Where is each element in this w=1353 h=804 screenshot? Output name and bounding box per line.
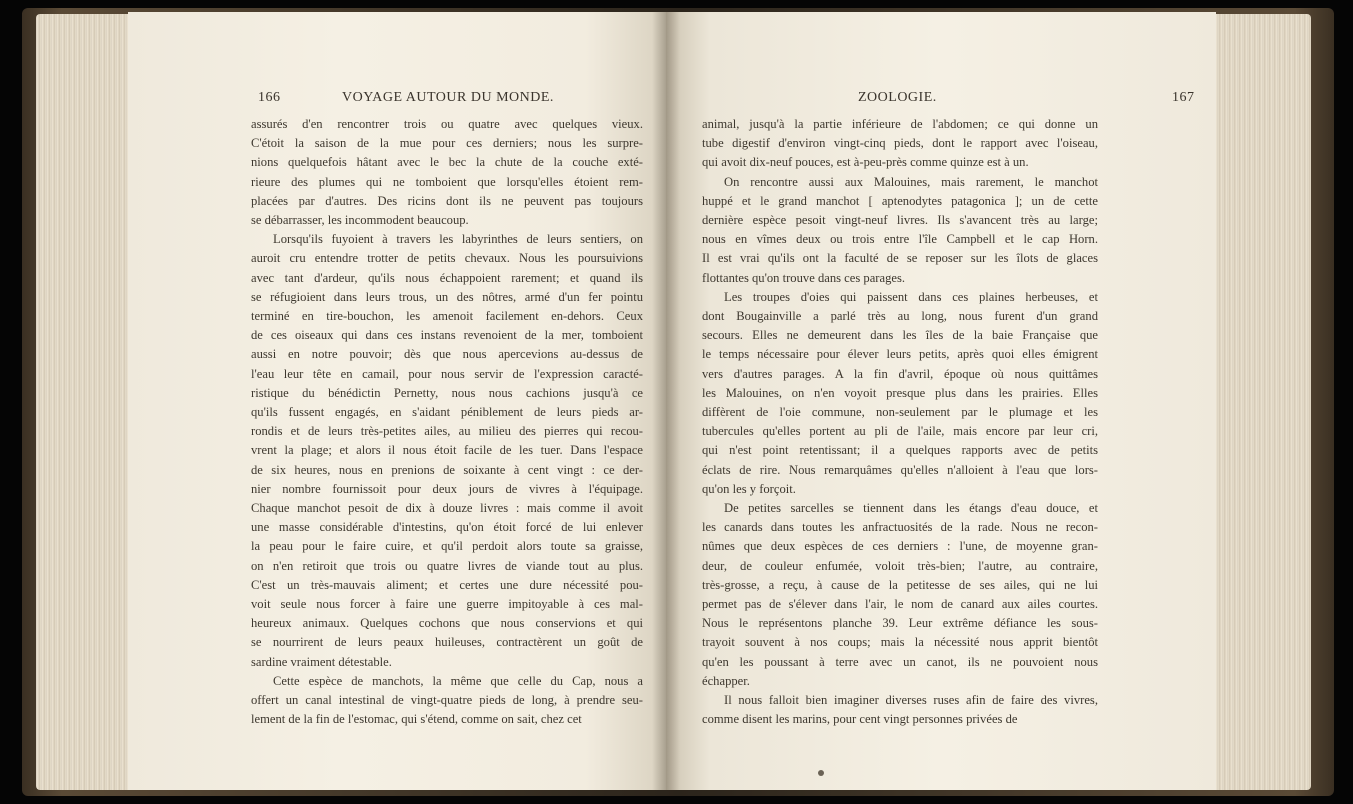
text-line: comme disent les marins, pour cent vingt personnes privées de bbox=[702, 712, 1018, 727]
right-running-head: ZOOLOGIE. bbox=[858, 90, 937, 105]
text-line: très-grosse, a reçu, à cause de la petitesse de ses ailes, qui ne lui bbox=[702, 577, 1098, 592]
text-line: De petites sarcelles se tiennent dans les étangs d'eau douce, et bbox=[724, 501, 1098, 516]
page-edges-right bbox=[1213, 14, 1311, 790]
text-line: animal, jusqu'à la partie inférieure de l'abdomen; ce qui donne un bbox=[702, 117, 1098, 131]
text-line: qui avoit dix-neuf pouces, est à-peu-près comme quinze est à un. bbox=[702, 155, 1029, 170]
left-page bbox=[128, 12, 666, 790]
text-line: Les troupes d'oies qui paissent dans ces plaines herbeuses, et bbox=[724, 289, 1098, 304]
text-line: avec tant d'ardeur, qu'ils nous échappoient rarement; et quand ils bbox=[251, 270, 643, 285]
text-line: Il est vrai qu'ils ont la faculté de se reposer sur les îlots de glaces bbox=[702, 251, 1098, 266]
text-line: les canards dans toutes les anfractuosités de la rade. Nous ne recon- bbox=[702, 520, 1098, 535]
text-line: diffèrent de l'oie commune, non-seulement par le plumage et les bbox=[702, 405, 1098, 420]
page-ornament bbox=[818, 770, 824, 776]
text-line: Il nous falloit bien imaginer diverses ruses afin de faire des vivres, bbox=[724, 693, 1098, 708]
text-line: auroit cru entendre trotter de petits chevaux. Nous les poursuivions bbox=[251, 251, 643, 266]
text-line: secours. Elles ne demeurent dans les îles de la baie Française que bbox=[702, 328, 1098, 343]
text-line: terminé en tire-bouchon, les amenoit facilement en-dehors. Ceux bbox=[251, 309, 643, 324]
text-line: le temps nécessaire pour élever leurs petits, après quoi elles émigrent bbox=[702, 347, 1098, 362]
text-line: ristique du bénédictin Pernetty, nous nous cachions jusqu'à ce bbox=[251, 385, 643, 400]
left-page-number: 166 bbox=[258, 90, 281, 105]
text-line: l'eau leur tête en camail, pour nous servir de l'expression caracté- bbox=[251, 366, 643, 381]
text-line: se nourrirent de leurs peaux huileuses, contractèrent un goût de bbox=[251, 635, 643, 650]
text-line: la peau pour le faire cuire, et qu'il perdoit alors toute sa graisse, bbox=[251, 539, 643, 554]
text-line: dernière espèce pesoit vingt-neuf livres. Ils s'avancent très au large; bbox=[702, 213, 1098, 228]
text-line: nions quelquefois hâtant avec le bec la chute de la couche exté- bbox=[251, 155, 643, 170]
text-line: dont Bougainville a parlé très au long, nous furent d'un grand bbox=[702, 309, 1098, 324]
text-line: offert un canal intestinal de vingt-quatre pieds de long, à prendre seu- bbox=[251, 693, 643, 708]
text-line: qui n'est point retentissant; il a quelques rapports avec de petits bbox=[702, 443, 1098, 458]
text-line: qu'ils fussent engagés, en s'aidant péniblement de leurs pieds ar- bbox=[251, 405, 643, 420]
page-edges-left bbox=[36, 14, 131, 790]
text-line: nier nombre fournissoit pour deux jours de vivres à l'équipage. bbox=[251, 481, 643, 496]
text-line: trayoit souvent à nos coups; mais la nécessité nous apprit bientôt bbox=[702, 635, 1098, 650]
text-line: huppé et le grand manchot [ aptenodytes patagonica ]; un de cette bbox=[702, 193, 1098, 208]
text-line: deur, de couleur enfumée, voloit très-bien; l'autre, au contraire, bbox=[702, 558, 1098, 573]
text-line: éclats de rire. Nous remarquâmes qu'elles n'alloient à l'eau que lors- bbox=[702, 462, 1098, 477]
text-line: flottantes qu'on trouve dans ces parages. bbox=[702, 270, 906, 285]
text-line: heureux animaux. Quelques cochons que nous conservions et qui bbox=[251, 616, 643, 631]
text-line: voit seule nous forcer à faire une guerre impitoyable à ces mal- bbox=[251, 597, 643, 612]
text-line: de six heures, nous en prenions de soixante à cent vingt : ce der- bbox=[251, 462, 643, 477]
text-line: Chaque manchot pesoit de dix à douze livres : mais comme il avoit bbox=[251, 501, 643, 516]
text-line: nous en vîmes deux ou trois entre l'île Campbell et le cap Horn. bbox=[702, 232, 1098, 247]
text-line: Cette espèce de manchots, la même que celle du Cap, nous a bbox=[273, 673, 643, 688]
right-page-number: 167 bbox=[1172, 90, 1195, 105]
text-line: rondis et de leurs très-petites ailes, au milieu des pierres qui recou- bbox=[251, 424, 643, 439]
text-line: C'est un très-mauvais aliment; et certes une dure nécessité pou- bbox=[251, 577, 643, 592]
text-line: tube digestif d'environ vingt-cinq pieds, dont le rapport avec l'oiseau, bbox=[702, 136, 1098, 151]
text-line: échapper. bbox=[702, 673, 750, 688]
text-line: une masse considérable d'intestins, qu'on étoit forcé de lui enlever bbox=[251, 520, 643, 535]
text-line: tubercules qu'elles portent au pli de l'aile, mais encore par leur cri, bbox=[702, 424, 1098, 439]
text-line: se débarrasser, les incommodent beaucoup. bbox=[251, 213, 469, 228]
left-running-head: VOYAGE AUTOUR DU MONDE. bbox=[342, 90, 554, 105]
text-line: rieure des plumes qui ne tomboient que lorsqu'elles étoient rem- bbox=[251, 174, 643, 189]
text-line: qu'en les poussant à terre avec un canot, ils ne pouvoient nous bbox=[702, 654, 1098, 669]
left-page-text bbox=[251, 115, 643, 730]
text-line: vrent la plage; et alors il nous étoit facile de les tuer. Dans l'espace bbox=[251, 443, 643, 458]
text-line: Nous le représentons planche 39. Leur extrême défiance les sous- bbox=[702, 616, 1098, 631]
text-line: sardine vraiment détestable. bbox=[251, 654, 392, 669]
right-page bbox=[666, 12, 1216, 790]
text-line: de ces oiseaux qui dans ces instans revenoient de la mer, tomboient bbox=[251, 328, 643, 343]
text-line: Lorsqu'ils fuyoient à travers les labyrinthes de leurs sentiers, on bbox=[273, 232, 643, 247]
text-line: permet pas de s'élever dans l'air, le nom de canard aux ailes courtes. bbox=[702, 597, 1098, 612]
book-gutter bbox=[652, 12, 680, 790]
text-line: C'étoit la saison de la mue pour ces derniers; nous les surpre- bbox=[251, 136, 643, 151]
right-page-text bbox=[702, 115, 1098, 730]
text-line: aussi en notre pouvoir; dès que nous apercevions au-dessus de bbox=[251, 347, 643, 362]
text-line: on n'en retiroit que trois ou quatre livres de viande tout au plus. bbox=[251, 558, 643, 573]
text-line: placées par d'autres. Des ricins dont ils ne peuvent pas toujours bbox=[251, 193, 643, 208]
text-line: qu'on les y forçoit. bbox=[702, 481, 796, 496]
text-line: nûmes que deux espèces de ces derniers : l'une, de moyenne gran- bbox=[702, 539, 1098, 554]
text-line: se réfugioient dans leurs trous, un des nôtres, armé d'un fer pointu bbox=[251, 289, 643, 304]
text-line: lement de la fin de l'estomac, qui s'étend, comme on sait, chez cet bbox=[251, 712, 582, 727]
text-line: assurés d'en rencontrer trois ou quatre avec quelques vieux. bbox=[251, 117, 643, 131]
text-line: vers d'autres parages. A la fin d'avril, époque où nous quittâmes bbox=[702, 366, 1098, 381]
text-line: les Malouines, on n'en voyoit presque plus dans les prairies. Elles bbox=[702, 385, 1098, 400]
text-line: On rencontre aussi aux Malouines, mais rarement, le manchot bbox=[724, 174, 1098, 189]
